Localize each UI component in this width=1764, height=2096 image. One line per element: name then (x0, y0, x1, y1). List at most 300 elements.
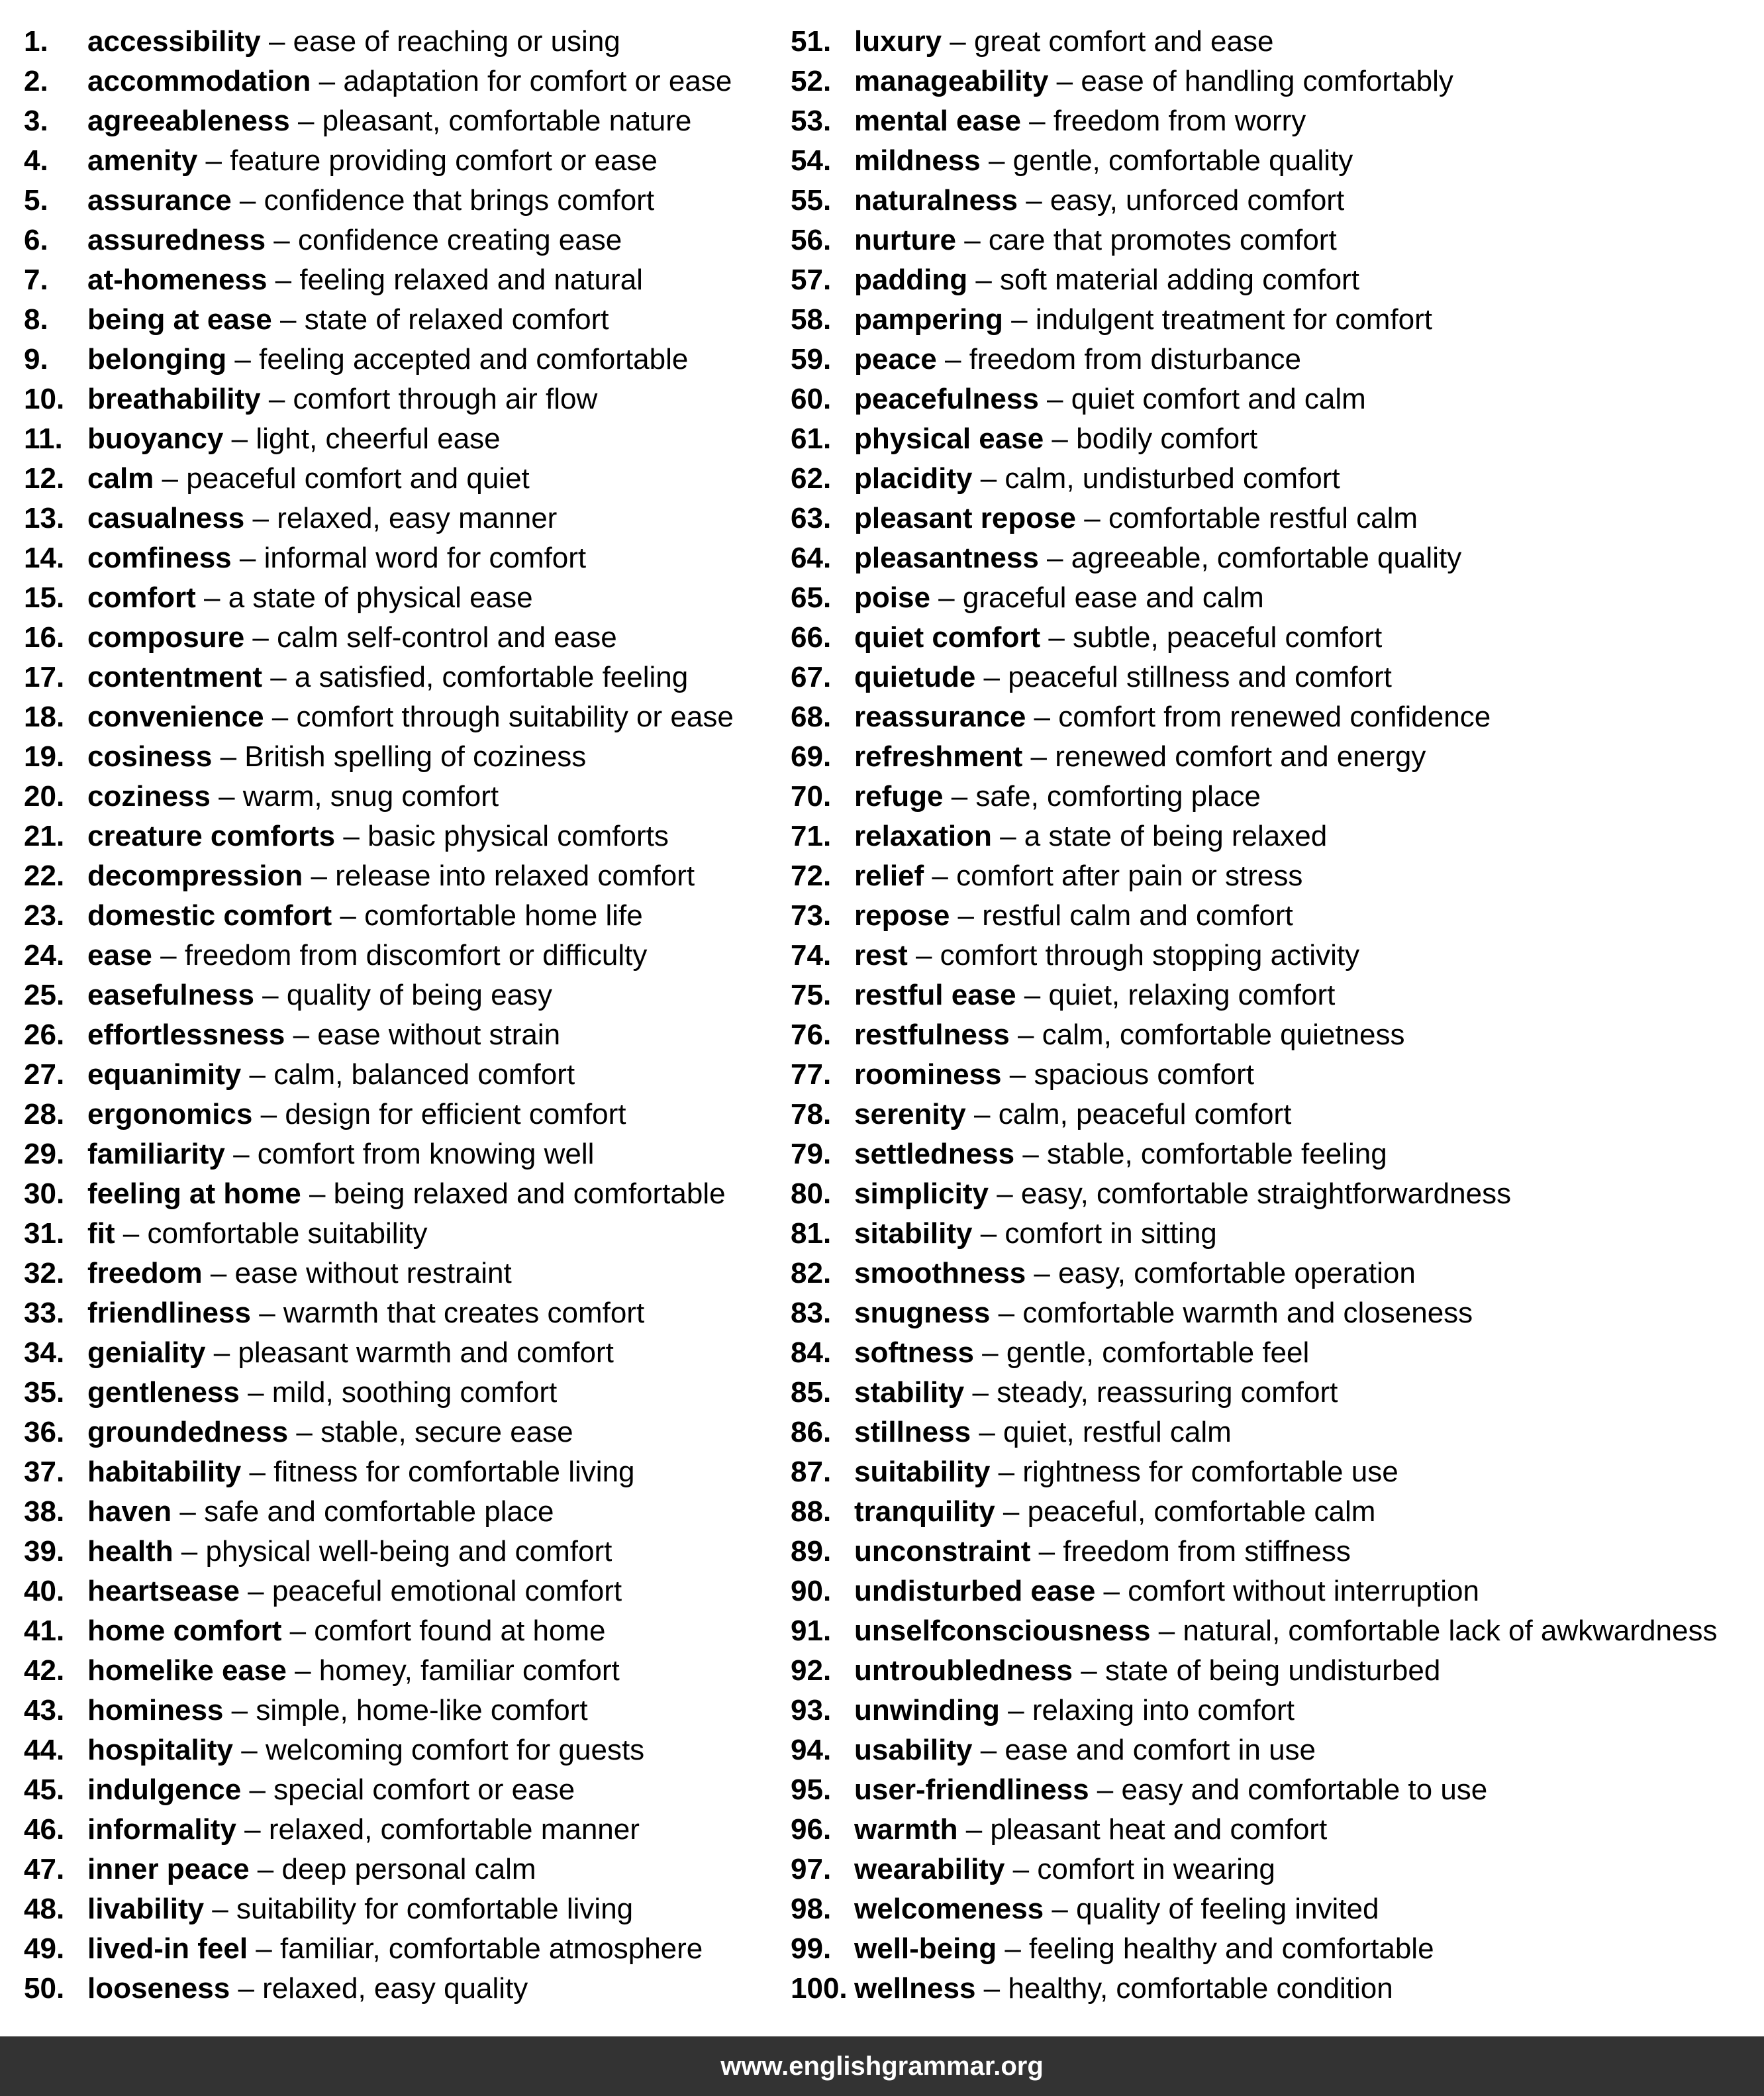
entry-text (854, 1691, 1295, 1730)
entry-number: 71. (791, 820, 832, 852)
entry-number: 50. (24, 1972, 65, 2005)
list-item (791, 1572, 1757, 1611)
entry-separator: – (991, 820, 1024, 852)
list-item (791, 1015, 1757, 1055)
entry-term: relaxation (854, 820, 992, 852)
entry-number: 64. (791, 542, 832, 574)
list-item (791, 1850, 1757, 1889)
entry-definition: pleasant, comfortable nature (322, 105, 692, 137)
list-item (24, 1373, 779, 1413)
entry-number: 83. (791, 1297, 832, 1329)
entry-text (87, 1134, 594, 1174)
entry-text (87, 1015, 560, 1055)
entry-number: 43. (24, 1694, 65, 1726)
list-item (791, 975, 1757, 1015)
list-item (791, 419, 1757, 459)
list-item (24, 1850, 779, 1889)
list-item (24, 1611, 779, 1651)
entry-separator: – (204, 1893, 236, 1925)
entry-number: 89. (791, 1535, 832, 1568)
entry-number: 28. (24, 1098, 65, 1130)
list-item (791, 1889, 1757, 1929)
entry-term: pleasant repose (854, 502, 1077, 534)
entry-separator: – (1004, 1853, 1038, 1885)
entry-separator: – (1095, 1575, 1128, 1607)
entry-definition: British spelling of coziness (244, 740, 587, 773)
list-item (24, 697, 779, 737)
entry-definition: peaceful emotional comfort (271, 1575, 622, 1607)
entry-term: hospitality (87, 1734, 234, 1766)
entry-term: cosiness (87, 740, 213, 773)
entry-separator: – (975, 661, 1008, 693)
entry-definition: spacious comfort (1034, 1058, 1255, 1091)
entry-number: 62. (791, 462, 832, 495)
entry-definition: suitability for comfortable living (236, 1893, 634, 1925)
entry-number: 32. (24, 1257, 65, 1289)
entry-text (87, 777, 499, 817)
entry-separator: – (1026, 1257, 1059, 1289)
list-item (24, 459, 779, 499)
entry-number: 99. (791, 1932, 832, 1965)
entry-number: 78. (791, 1098, 832, 1130)
entry-definition: agreeable, comfortable quality (1071, 542, 1462, 574)
entry-term: quiet comfort (854, 621, 1041, 654)
entry-separator: – (1020, 105, 1054, 137)
entry-term: creature comforts (87, 820, 336, 852)
entry-definition: easy and comfortable to use (1121, 1773, 1488, 1806)
list-item (791, 459, 1757, 499)
entry-term: pleasantness (854, 542, 1039, 574)
entry-number: 73. (791, 899, 832, 932)
entry-number: 96. (791, 1813, 832, 1846)
entry-number: 91. (791, 1615, 832, 1647)
list-item (791, 260, 1757, 300)
footer-bar (0, 2036, 1764, 2096)
entry-separator: – (301, 1177, 334, 1210)
entry-number: 86. (791, 1416, 832, 1448)
list-item (24, 1969, 779, 2009)
entry-term: comfort (87, 581, 196, 614)
entry-definition: easy, unforced comfort (1050, 184, 1345, 217)
entry-text (854, 221, 1337, 260)
list-item (24, 101, 779, 141)
footer-website-link[interactable]: www.englishgrammar.org (720, 2051, 1044, 2081)
entry-text (854, 1055, 1254, 1095)
entry-separator: – (244, 621, 277, 654)
entry-text (87, 181, 654, 221)
list-item (791, 379, 1757, 419)
entry-separator: – (335, 820, 368, 852)
entry-term: snugness (854, 1297, 991, 1329)
list-item (791, 658, 1757, 697)
entry-separator: – (233, 1734, 266, 1766)
entry-number: 82. (791, 1257, 832, 1289)
list-item (24, 62, 779, 101)
entry-text (854, 1929, 1434, 1969)
list-item (791, 1810, 1757, 1850)
entry-separator: – (1001, 1058, 1034, 1091)
entry-definition: feeling accepted and comfortable (259, 343, 689, 375)
list-item (24, 578, 779, 618)
entry-definition: relaxed, easy manner (277, 502, 558, 534)
list-item (791, 1929, 1757, 1969)
entry-text (854, 578, 1264, 618)
entry-text (854, 22, 1273, 62)
entry-definition: restful calm and comfort (982, 899, 1293, 932)
list-item (24, 538, 779, 578)
list-item (791, 300, 1757, 340)
entry-number: 95. (791, 1773, 832, 1806)
entry-separator: – (223, 1694, 256, 1726)
entry-definition: freedom from disturbance (969, 343, 1302, 375)
entry-definition: quality of feeling invited (1076, 1893, 1379, 1925)
entry-definition: care that promotes comfort (988, 224, 1337, 256)
entry-separator: – (1003, 303, 1036, 336)
entry-term: settledness (854, 1138, 1015, 1170)
entry-number: 63. (791, 502, 832, 534)
list-item (24, 300, 779, 340)
entry-definition: mild, soothing comfort (271, 1376, 558, 1409)
entry-number: 11. (24, 423, 63, 455)
entry-term: untroubledness (854, 1654, 1073, 1687)
list-item (24, 1174, 779, 1214)
entry-number: 40. (24, 1575, 65, 1607)
entry-definition: freedom from discomfort or difficulty (184, 939, 648, 972)
entry-number: 19. (24, 740, 65, 773)
entry-term: haven (87, 1495, 172, 1528)
entry-term: comfiness (87, 542, 232, 574)
entry-number: 65. (791, 581, 832, 614)
entry-definition: calm, balanced comfort (273, 1058, 575, 1091)
entry-separator: – (241, 1058, 274, 1091)
entry-text (87, 459, 530, 499)
entry-number: 37. (24, 1456, 65, 1488)
entry-term: amenity (87, 144, 198, 177)
entry-number: 100. (791, 1972, 848, 2005)
entry-separator: – (924, 860, 957, 892)
entry-definition: comfortable warmth and closeness (1022, 1297, 1473, 1329)
entry-separator: – (1014, 1138, 1048, 1170)
entry-term: stability (854, 1376, 965, 1409)
entry-definition: welcoming comfort for guests (265, 1734, 645, 1766)
list-item (24, 975, 779, 1015)
entry-text (87, 1373, 557, 1413)
entry-text (854, 1413, 1232, 1452)
entry-separator: – (942, 25, 974, 58)
entry-text (854, 459, 1340, 499)
entry-definition: freedom from stiffness (1063, 1535, 1351, 1568)
entry-separator: – (1038, 542, 1071, 574)
list-item (24, 1055, 779, 1095)
entry-definition: warm, snug comfort (242, 780, 499, 813)
list-item (24, 260, 779, 300)
entry-separator: – (1026, 701, 1059, 733)
entry-text (87, 1969, 528, 2009)
entry-text (87, 62, 732, 101)
entry-term: livability (87, 1893, 205, 1925)
list-item (24, 936, 779, 975)
entry-definition: healthy, comfortable condition (1008, 1972, 1393, 2005)
entry-definition: relaxed, easy quality (262, 1972, 528, 2005)
list-item (791, 1413, 1757, 1452)
entry-definition: comfort in wearing (1037, 1853, 1275, 1885)
entry-number: 6. (24, 224, 48, 256)
entry-term: feeling at home (87, 1177, 301, 1210)
entry-separator: – (1089, 1773, 1122, 1806)
entry-term: coziness (87, 780, 211, 813)
entry-term: being at ease (87, 303, 272, 336)
entry-number: 57. (791, 264, 832, 296)
entry-definition: indulgent treatment for comfort (1035, 303, 1433, 336)
list-item (791, 1293, 1757, 1333)
entry-number: 61. (791, 423, 832, 455)
entry-separator: – (262, 661, 295, 693)
entry-definition: being relaxed and comfortable (333, 1177, 726, 1210)
list-item (24, 1651, 779, 1691)
entry-number: 79. (791, 1138, 832, 1170)
entry-number: 67. (791, 661, 832, 693)
entry-term: contentment (87, 661, 262, 693)
entry-number: 14. (24, 542, 65, 574)
entry-definition: comfort in sitting (1004, 1217, 1217, 1250)
entry-term: user-friendliness (854, 1773, 1089, 1806)
entry-text (87, 1611, 606, 1651)
entry-term: calm (87, 462, 154, 495)
list-item (791, 578, 1757, 618)
list-item (24, 1770, 779, 1810)
entry-text (87, 975, 552, 1015)
entry-separator: – (967, 264, 1001, 296)
entry-definition: comfortable restful calm (1108, 502, 1418, 534)
entry-definition: feature providing comfort or ease (230, 144, 658, 177)
list-item (24, 658, 779, 697)
entry-term: refreshment (854, 740, 1023, 773)
entry-number: 27. (24, 1058, 65, 1091)
entry-term: tranquility (854, 1495, 995, 1528)
entry-term: stillness (854, 1416, 971, 1448)
entry-number: 46. (24, 1813, 65, 1846)
list-item (791, 737, 1757, 777)
entry-definition: great comfort and ease (973, 25, 1274, 58)
entry-definition: relaxing into comfort (1032, 1694, 1295, 1726)
entry-number: 58. (791, 303, 832, 336)
entry-number: 5. (24, 184, 48, 217)
entry-definition: quiet, relaxing comfort (1048, 979, 1336, 1011)
entry-number: 98. (791, 1893, 832, 1925)
entry-number: 59. (791, 343, 832, 375)
entry-term: convenience (87, 701, 264, 733)
entry-text (854, 1174, 1511, 1214)
entry-term: reassurance (854, 701, 1026, 733)
entry-term: peace (854, 343, 937, 375)
entry-separator: – (1044, 1893, 1077, 1925)
list-item (24, 896, 779, 936)
list-item (791, 538, 1757, 578)
entry-term: equanimity (87, 1058, 242, 1091)
list-item (24, 1691, 779, 1730)
entry-number: 31. (24, 1217, 65, 1250)
entry-number: 18. (24, 701, 65, 733)
list-item (24, 1214, 779, 1254)
list-item (791, 618, 1757, 658)
entry-text (854, 1770, 1487, 1810)
entry-term: effortlessness (87, 1019, 285, 1051)
entry-separator: – (972, 1217, 1005, 1250)
list-item (24, 737, 779, 777)
entry-term: rest (854, 939, 908, 972)
entry-definition: homey, familiar comfort (318, 1654, 620, 1687)
entry-text (854, 737, 1426, 777)
entry-separator: – (943, 780, 976, 813)
entry-definition: quiet comfort and calm (1071, 383, 1366, 415)
entry-definition: light, cheerful ease (256, 423, 501, 455)
entry-number: 51. (791, 25, 832, 58)
list-item (791, 1691, 1757, 1730)
entry-definition: renewed comfort and energy (1055, 740, 1426, 773)
entry-term: unselfconsciousness (854, 1615, 1151, 1647)
entry-number: 56. (791, 224, 832, 256)
entry-term: simplicity (854, 1177, 989, 1210)
entry-separator: – (252, 1098, 285, 1130)
entry-separator: – (990, 1456, 1023, 1488)
entry-definition: simple, home-like comfort (256, 1694, 588, 1726)
list-item (791, 181, 1757, 221)
entry-text (87, 1810, 640, 1850)
entry-text (87, 1691, 588, 1730)
entry-text (87, 1730, 644, 1770)
entry-term: heartsease (87, 1575, 240, 1607)
entry-text (854, 1651, 1440, 1691)
entry-text (87, 419, 501, 459)
entry-definition: comfortable suitability (147, 1217, 428, 1250)
list-item (791, 62, 1757, 101)
list-item (24, 1810, 779, 1850)
entry-term: hominess (87, 1694, 224, 1726)
entry-number: 53. (791, 105, 832, 137)
entry-separator: – (288, 1416, 321, 1448)
entry-term: unconstraint (854, 1535, 1031, 1568)
list-item (791, 1214, 1757, 1254)
entry-definition: gentle, comfortable quality (1012, 144, 1353, 177)
entry-number: 88. (791, 1495, 832, 1528)
entry-definition: comfort from renewed confidence (1058, 701, 1491, 733)
entry-text (87, 260, 643, 300)
entry-number: 10. (24, 383, 65, 415)
entry-term: naturalness (854, 184, 1018, 217)
list-item (791, 1095, 1757, 1134)
entry-term: warmth (854, 1813, 958, 1846)
entry-text (854, 896, 1293, 936)
list-item (791, 1532, 1757, 1572)
entry-number: 74. (791, 939, 832, 972)
entry-number: 72. (791, 860, 832, 892)
entry-text (87, 221, 622, 260)
list-item (791, 1174, 1757, 1214)
entry-definition: quiet, restful calm (1003, 1416, 1232, 1448)
entry-number: 66. (791, 621, 832, 654)
entry-term: accommodation (87, 65, 311, 97)
entry-number: 1. (24, 25, 48, 58)
entry-text (854, 499, 1418, 538)
entry-separator: – (1016, 979, 1049, 1011)
entry-separator: – (971, 1416, 1004, 1448)
list-item (791, 896, 1757, 936)
entry-text (87, 1889, 633, 1929)
entry-term: restful ease (854, 979, 1016, 1011)
list-item (24, 1333, 779, 1373)
list-item (791, 1730, 1757, 1770)
entry-definition: confidence creating ease (297, 224, 622, 256)
entry-separator: – (239, 1575, 272, 1607)
entry-separator: – (1076, 502, 1108, 534)
entry-term: pampering (854, 303, 1003, 336)
entry-term: breathability (87, 383, 261, 415)
entry-number: 8. (24, 303, 48, 336)
entry-number: 34. (24, 1336, 65, 1369)
list-item (24, 340, 779, 379)
entry-term: physical ease (854, 423, 1044, 455)
entry-term: repose (854, 899, 950, 932)
entry-text (854, 936, 1359, 975)
list-item (791, 499, 1757, 538)
entry-text (854, 1730, 1316, 1770)
entry-text (87, 1492, 554, 1532)
entry-number: 38. (24, 1495, 65, 1528)
entry-number: 85. (791, 1376, 832, 1409)
entry-number: 92. (791, 1654, 832, 1687)
entry-number: 20. (24, 780, 65, 813)
entry-term: unwinding (854, 1694, 1000, 1726)
entry-number: 54. (791, 144, 832, 177)
entry-separator: – (260, 383, 293, 415)
entry-number: 12. (24, 462, 65, 495)
entry-separator: – (266, 224, 298, 256)
entry-separator: – (197, 144, 230, 177)
entry-text (87, 379, 597, 419)
entry-text (854, 1015, 1405, 1055)
entry-number: 55. (791, 184, 832, 217)
entry-separator: – (965, 1098, 999, 1130)
entry-term: mental ease (854, 105, 1021, 137)
list-item (24, 1532, 779, 1572)
entry-number: 77. (791, 1058, 832, 1091)
entry-number: 16. (24, 621, 65, 654)
entry-definition: subtle, peaceful comfort (1073, 621, 1383, 654)
entry-term: assurance (87, 184, 232, 217)
entry-separator: – (1040, 621, 1073, 654)
entry-number: 42. (24, 1654, 65, 1687)
entry-term: smoothness (854, 1257, 1026, 1289)
entry-definition: informal word for comfort (264, 542, 587, 574)
entry-text (87, 1452, 635, 1492)
entry-separator: – (980, 144, 1013, 177)
entry-term: composure (87, 621, 245, 654)
entry-term: freedom (87, 1257, 203, 1289)
entry-number: 93. (791, 1694, 832, 1726)
entry-text (854, 379, 1366, 419)
entry-separator: – (172, 1495, 205, 1528)
entry-definition: easy, comfortable straightforwardness (1020, 1177, 1512, 1210)
entry-separator: – (260, 25, 293, 58)
entry-separator: – (226, 343, 260, 375)
entry-separator: – (950, 899, 983, 932)
entry-text (854, 300, 1432, 340)
entry-text (87, 856, 695, 896)
entry-separator: – (964, 1376, 997, 1409)
entry-term: buoyancy (87, 423, 224, 455)
list-item (24, 1413, 779, 1452)
entry-separator: – (999, 1694, 1032, 1726)
